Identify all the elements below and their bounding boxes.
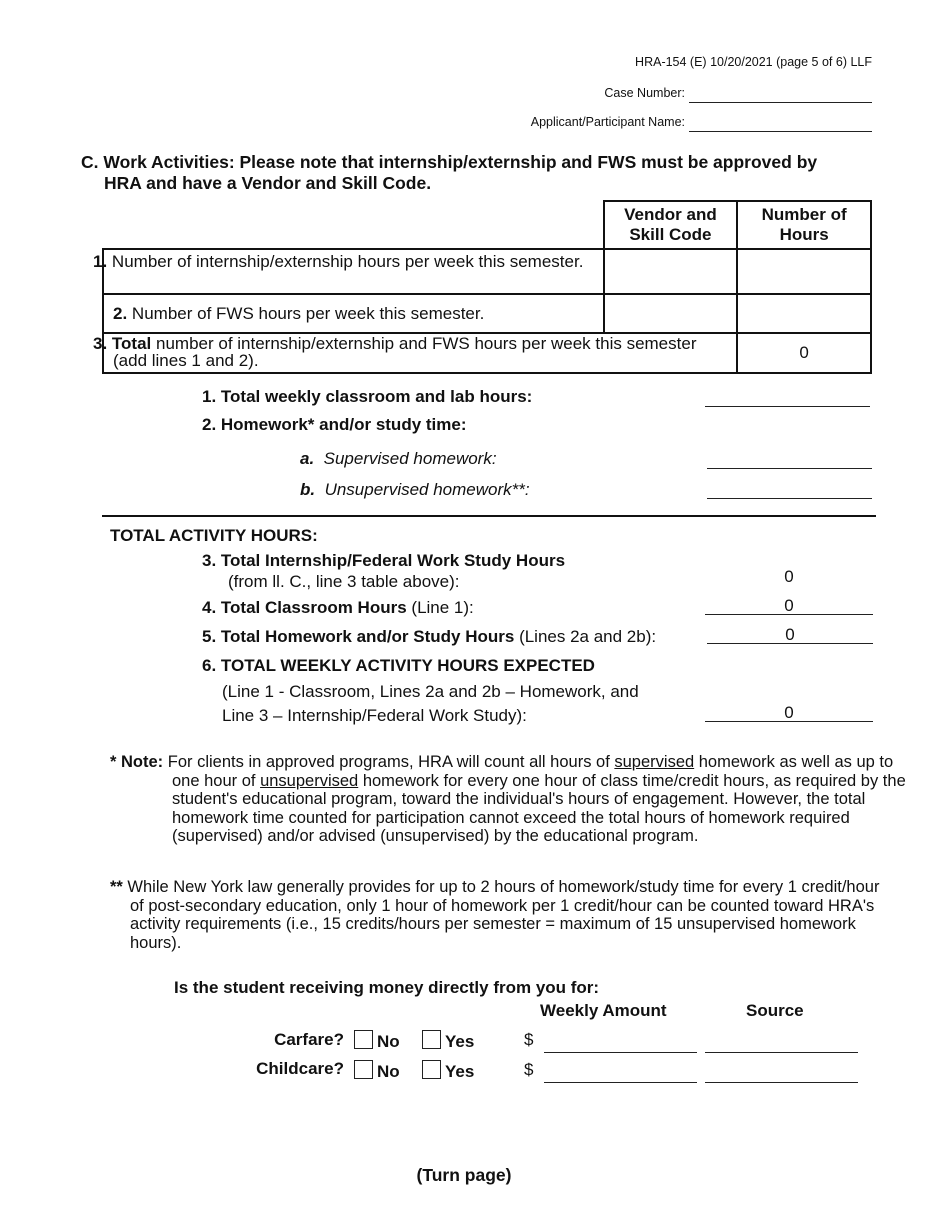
turn-page: (Turn page) [416,1165,512,1185]
childcare-amount-field[interactable] [544,1064,697,1083]
case-number-field[interactable] [689,86,872,103]
total-classroom-value[interactable]: 0 [705,596,873,615]
row-2-hours-field[interactable] [737,294,871,333]
total-homework-value[interactable]: 0 [707,625,873,644]
unsupervised-homework-field[interactable] [707,480,872,499]
row-2-label: 2. Number of FWS hours per week this semester. [103,294,604,333]
table-row [103,333,871,373]
carfare-no: No [348,1030,400,1052]
total-internship-label: 3. Total Internship/Federal Work Study Hours [202,551,566,570]
total-weekly-sub2: Line 3 – Internship/Federal Work Study): [222,706,527,725]
row-1-label: 1. Number of internship/externship hours per week this semester. [103,249,604,294]
col-source: Source [746,1001,804,1020]
carfare-amount-field[interactable] [544,1034,697,1053]
note-new-york-law: ** While New York law generally provides for up to 2 hours of homework/study time for every 1 credit/hour of post-secondary education, only 1 hour of homework per 1 credit/hour can be counted toward HRA's activity requirements (i.e., 15 credits/hours per semester = maximum of 15 unsupervised homework hours). [110,878,880,952]
total-weekly-value[interactable]: 0 [705,703,873,722]
row-3-label: 3. Total number of internship/externship and FWS hours per week this semester (add lines 1 and 2). [103,333,737,373]
total-weekly-label: 6. TOTAL WEEKLY ACTIVITY HOURS EXPECTED [202,656,595,675]
total-internship-value[interactable]: 0 [784,567,794,586]
table-row [103,294,871,333]
homework-label: 2. Homework* and/or study time: [202,415,467,434]
carfare-yes: Yes [416,1030,474,1052]
total-internship-sub: (from ll. C., line 3 table above): [228,572,460,591]
applicant-name-field[interactable] [689,115,872,132]
childcare-yes-checkbox[interactable] [422,1060,441,1079]
unsupervised-homework-label: b. Unsupervised homework**: [300,480,530,499]
carfare-currency: $ [524,1030,534,1049]
row-3-hours-value[interactable]: 0 [737,333,871,373]
row-2-vendor-field[interactable] [604,294,738,333]
note-supervised: * Note: For clients in approved programs, HRA will count all hours of supervised homework as well as up to one hour of unsupervised homework for every one hour of class time/credit hours, as required by the student's educational program, toward the individual's hours of engagement. However, the total homework time counted for participation cannot exceed the total hours of homework required (supervised) and/or advised (unsupervised) by the educational program. [110,753,906,846]
total-activity-heading: TOTAL ACTIVITY HOURS: [110,526,318,545]
childcare-no-checkbox[interactable] [354,1060,373,1079]
childcare-yes: Yes [416,1060,474,1082]
carfare-label: Carfare? [274,1030,344,1049]
total-classroom-label: 4. Total Classroom Hours (Line 1): [202,598,474,617]
childcare-currency: $ [524,1060,534,1079]
classroom-hours-field[interactable] [705,388,870,407]
carfare-yes-checkbox[interactable] [422,1030,441,1049]
total-homework-label: 5. Total Homework and/or Study Hours (Lines 2a and 2b): [202,627,657,646]
childcare-source-field[interactable] [705,1064,858,1083]
work-activities-table [93,200,872,374]
section-c-title: C. Work Activities: Please note that internship/externship and FWS must be approved by HRA and have a Vendor and Skill Code. [81,152,818,193]
table-row [103,249,871,294]
applicant-name-label: Applicant/Participant Name: [530,115,685,129]
carfare-source-field[interactable] [705,1034,858,1053]
col-number-of-hours: Number of Hours [737,201,871,249]
form-id: HRA-154 (E) 10/20/2021 (page 5 of 6) LLF [635,55,872,69]
childcare-label: Childcare? [256,1059,344,1078]
childcare-no: No [348,1060,400,1082]
case-number-label: Case Number: [604,86,685,100]
supervised-homework-field[interactable] [707,450,872,469]
divider [102,515,876,517]
total-weekly-sub1: (Line 1 - Classroom, Lines 2a and 2b – Homework, and [222,682,639,701]
carfare-no-checkbox[interactable] [354,1030,373,1049]
money-question: Is the student receiving money directly from you for: [174,978,600,997]
supervised-homework-label: a. Supervised homework: [300,449,497,468]
row-1-vendor-field[interactable] [604,249,738,294]
classroom-hours-label: 1. Total weekly classroom and lab hours: [202,387,533,406]
row-1-hours-field[interactable] [737,249,871,294]
col-vendor-skill-code: Vendor and Skill Code [604,201,738,249]
col-weekly-amount: Weekly Amount [540,1001,667,1020]
